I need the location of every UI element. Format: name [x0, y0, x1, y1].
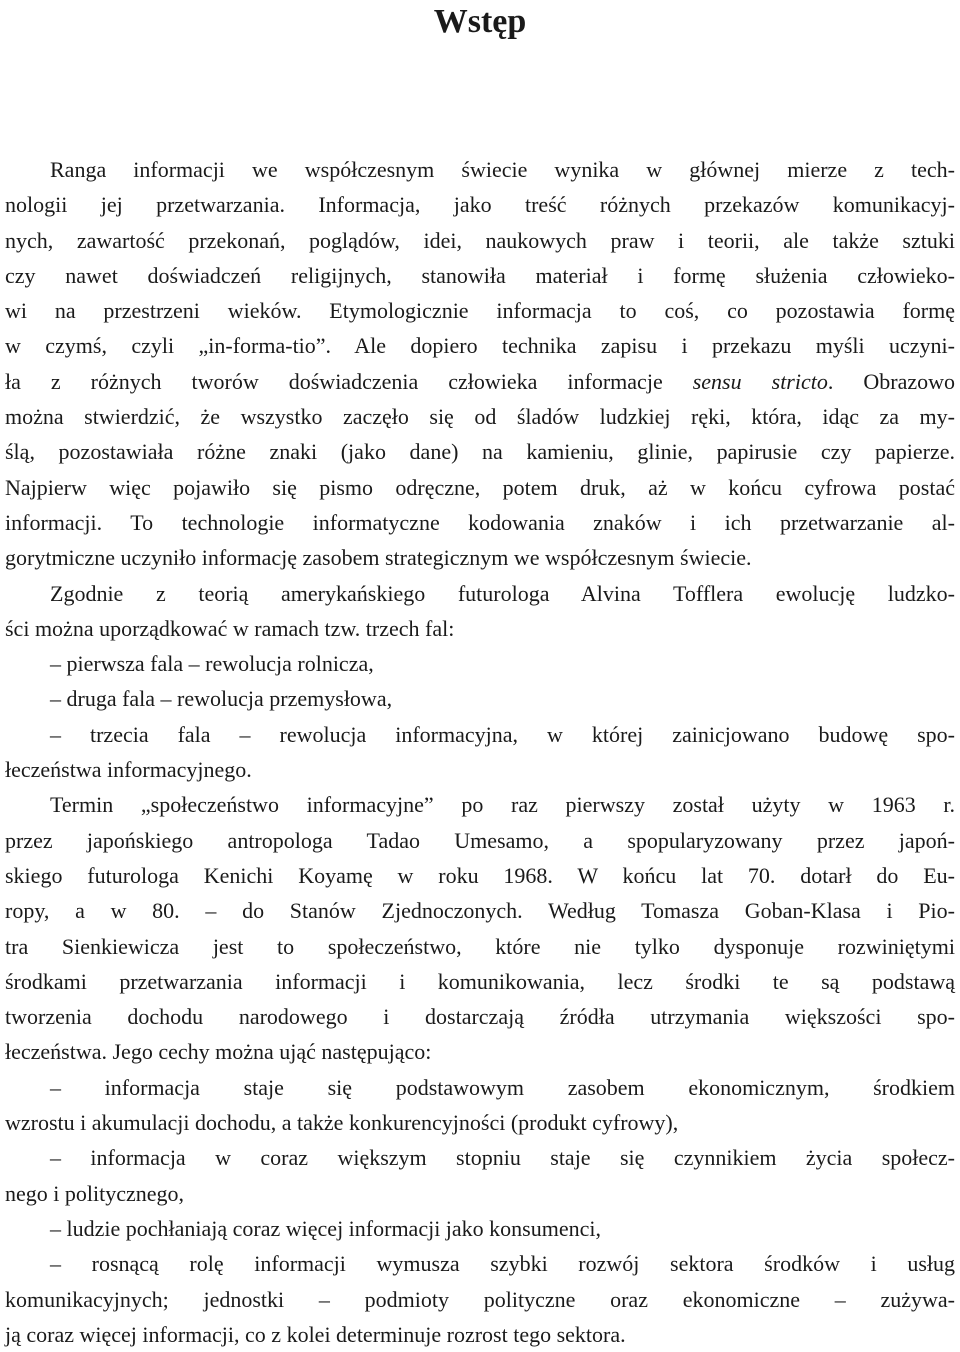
text-line: gorytmiczne uczyniło informację zasobem strategicznym we współczesnym świecie. — [5, 545, 752, 571]
text-run: . Obrazowo — [827, 368, 955, 394]
text-line: w czymś, czyli „in-forma-tio”. Ale dopiero technika zapisu i przekazu myśli uczyni- — [5, 333, 955, 359]
list-item-text: – druga fala – rewolucja przemysłowa, — [50, 686, 393, 712]
text-line: czy nawet doświadczeń religijnych, stanowiła materiał i formę służenia człowieko- — [5, 262, 955, 288]
text-line: Najpierw więc pojawiło się pismo odręczne, potem druk, aż w końcu cyfrowa postać — [5, 474, 955, 500]
text-line: tra Sienkiewicza jest to społeczeństwo, które nie tylko dysponuje rozwiniętymi — [5, 933, 955, 959]
list-item-text: – ludzie pochłaniają coraz więcej informacji jako konsumenci, — [50, 1215, 601, 1241]
text-line: można stwierdzić, że wszystko zaczęło się od śladów ludzkiej ręki, która, idąc za my- — [5, 404, 955, 430]
text-line: Termin „społeczeństwo informacyjne” po raz pierwszy został użyty w 1963 r. — [50, 792, 955, 818]
list-item — [5, 1211, 955, 1246]
text-line: nych, zawartość przekonań, poglądów, idei, naukowych praw i teorii, ale także sztuki — [5, 227, 955, 253]
italic-term: sensu stricto — [692, 368, 828, 394]
text-run: ła z różnych tworów doświadczenia człowieka informacje — [5, 368, 663, 394]
text-line: środkami przetwarzania informacji i komunikowania, lecz środki te są podstawą — [5, 968, 955, 994]
text-line: tworzenia dochodu narodowego i dostarczają źródła utrzymania większości spo- — [5, 1004, 955, 1030]
document-body — [5, 152, 955, 1352]
list-item — [5, 646, 955, 681]
text-line: ści można uporządkować w ramach tzw. trzech fal: — [5, 615, 455, 641]
text-line: ślą, pozostawiała różne znaki (jako dane) na kamieniu, glinie, papirusie czy papierze. — [5, 439, 955, 465]
text-line: Ranga informacji we współczesnym świecie wynika w głównej mierze z tech- — [50, 157, 955, 182]
paragraph-introduction — [5, 152, 955, 576]
text-line: łeczeństwa. Jego cechy można ująć następująco: — [5, 1039, 432, 1065]
paragraph-toffler — [5, 576, 955, 647]
page-title: Wstęp — [433, 3, 527, 40]
list-item-text: nego i politycznego, — [5, 1180, 185, 1206]
list-item-text: wzrostu i akumulacji dochodu, a także konkurencyjności (produkt cyfrowy), — [5, 1110, 679, 1136]
list-item-text: łeczeństwa informacyjnego. — [5, 757, 252, 783]
list-item-text: ją coraz więcej informacji, co z kolei determinuje rozrost tego sektora. — [5, 1321, 626, 1347]
list-item — [5, 1070, 955, 1141]
text-line: nologii jej przetwarzania. Informacja, jako treść różnych przekazów komunikacyj- — [5, 192, 955, 218]
list-item-text: komunikacyjnych; jednostki – podmioty polityczne oraz ekonomiczne – zużywa- — [5, 1286, 955, 1312]
list-item-text: – trzecia fala – rewolucja informacyjna, w której zainicjowano budowę spo- — [50, 721, 955, 747]
page — [5, 0, 955, 1352]
list-item-text: – informacja w coraz większym stopniu staje się czynnikiem życia społecz- — [50, 1145, 955, 1171]
list-item-text: – pierwsza fala – rewolucja rolnicza, — [50, 651, 374, 677]
list-item — [5, 681, 955, 716]
list-item-text: – rosnącą rolę informacji wymusza szybki rozwój sektora środków i usług — [50, 1251, 955, 1277]
text-line-mixed — [5, 364, 955, 399]
text-line: Zgodnie z teorią amerykańskiego futurologa Alvina Tofflera ewolucję ludzko- — [50, 580, 955, 606]
text-line: ropy, a w 80. – do Stanów Zjednoczonych. Według Tomasza Goban-Klasa i Pio- — [5, 898, 955, 924]
list-item-text: – informacja staje się podstawowym zasobem ekonomicznym, środkiem — [50, 1074, 955, 1100]
paragraph-information-society — [5, 787, 955, 1069]
list-item — [5, 717, 955, 788]
text-line: wi na przestrzeni wieków. Etymologicznie informacja to coś, co pozostawia formę — [5, 298, 955, 324]
text-line: przez japońskiego antropologa Tadao Umesamo, a spopularyzowany przez japoń- — [5, 827, 955, 853]
list-item — [5, 1140, 955, 1211]
text-line: skiego futurologa Kenichi Koyamę w roku 1968. W końcu lat 70. dotarł do Eu- — [5, 862, 955, 888]
text-line: informacji. To technologie informatyczne kodowania znaków i ich przetwarzanie al- — [5, 509, 955, 535]
list-item — [5, 1246, 955, 1352]
